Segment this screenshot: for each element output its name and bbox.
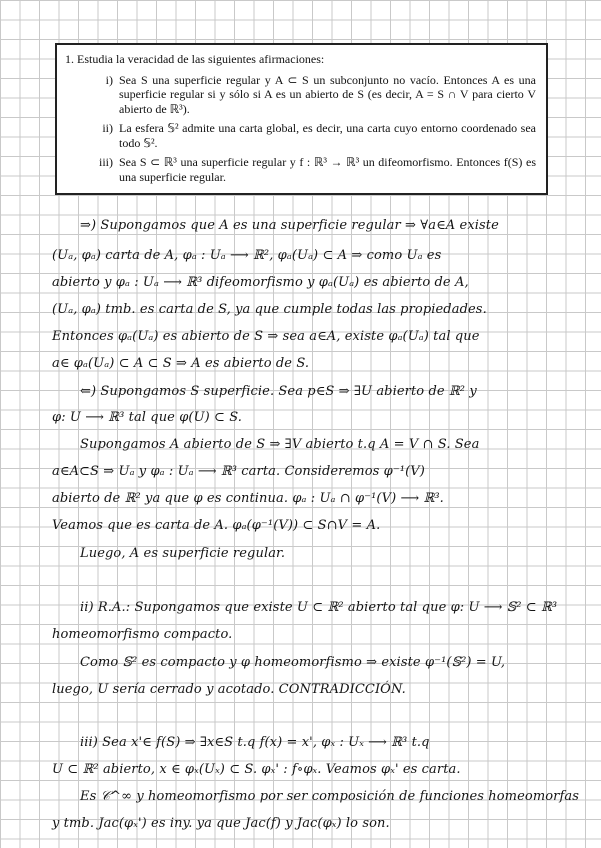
- item-text: La esfera 𝕊² admite una carta global, es decir, una carta cuyo entorno coordenado sea todo 𝕊².: [119, 121, 536, 150]
- handwritten-line: Luego, A es superficie regular.: [80, 546, 286, 561]
- problem-item-iii: [65, 155, 536, 184]
- handwritten-line: ii) R.A.: Supongamos que existe U ⊂ ℝ² abierto tal que φ: U ⟶ 𝕊² ⊂ ℝ³: [80, 600, 558, 615]
- handwritten-line: iii) Sea x'∈ f(S) ⇒ ∃x∈S t.q f(x) = x', φₓ : Uₓ ⟶ ℝ³ t.q: [80, 735, 430, 750]
- item-label: iii): [99, 155, 113, 169]
- handwritten-line: Como 𝕊² es compacto y φ homeomorfismo ⇒ existe φ⁻¹(𝕊²) = U,: [80, 655, 506, 670]
- handwritten-line: Supongamos A abierto de S ⇒ ∃V abierto t.q A = V ∩ S. Sea: [80, 437, 480, 452]
- problem-statement-box: [55, 43, 548, 195]
- item-text: Sea S una superficie regular y A ⊂ S un subconjunto no vacío. Entonces A es una superficie regular si y sólo si A es un abierto de S (es decir, A = S ∩ V para cierto V abierto de ℝ³).: [119, 72, 536, 116]
- problem-heading: [65, 52, 536, 67]
- item-text: Sea S ⊂ ℝ³ una superficie regular y f : ℝ³ → ℝ³ un difeomorfismo. Entonces f(S) es una superficie regular.: [119, 155, 536, 184]
- handwritten-line: ⇐) Supongamos S superficie. Sea p∈S ⇒ ∃U abierto de ℝ² y: [80, 384, 477, 399]
- handwritten-line: (Uₐ, φₐ) tmb. es carta de S, ya que cumple todas las propiedades.: [52, 302, 487, 317]
- handwritten-line: U ⊂ ℝ² abierto, x ∈ φₓ(Uₓ) ⊂ S. φₓ' : f∘φₓ. Veamos φₓ' es carta.: [52, 762, 461, 777]
- problem-item-i: [65, 73, 536, 117]
- handwritten-line: (Uₐ, φₐ) carta de A, φₐ : Uₐ ⟶ ℝ², φₐ(Uₐ) ⊂ A ⇒ como Uₐ es: [52, 248, 442, 263]
- handwritten-line: a∈ φₐ(Uₐ) ⊂ A ⊂ S ⇒ A es abierto de S.: [52, 356, 310, 371]
- handwritten-line: homeomorfismo compacto.: [52, 627, 233, 642]
- handwritten-line: ⇒) Supongamos que A es una superficie regular ⇒ ∀a∈A existe: [80, 218, 499, 233]
- problem-item-ii: [65, 121, 536, 150]
- handwritten-line: luego, U sería cerrado y acotado. CONTRADICCIÓN.: [52, 682, 406, 697]
- item-label: i): [105, 72, 113, 87]
- handwritten-line: a∈A⊂S ⇒ Uₐ y φₐ : Uₐ ⟶ ℝ³ carta. Consideremos φ⁻¹(V): [52, 464, 425, 479]
- handwritten-line: Es 𝒞^∞ y homeomorfismo por ser composición de funciones homeomorfas: [80, 789, 580, 804]
- handwritten-line: Entonces φₐ(Uₐ) es abierto de S ⇒ sea a∈A, existe φₐ(Uₐ) tal que: [52, 329, 480, 344]
- problem-heading-text: Estudia la veracidad de las siguientes afirmaciones:: [77, 52, 325, 66]
- item-label: ii): [102, 121, 113, 135]
- handwritten-line: abierto de ℝ² ya que φ es continua. φₐ : Uₐ ∩ φ⁻¹(V) ⟶ ℝ³.: [52, 491, 444, 506]
- handwritten-line: φ: U ⟶ ℝ³ tal que φ(U) ⊂ S.: [52, 410, 243, 425]
- handwritten-line: y tmb. Jac(φₓ') es iny. ya que Jac(f) y Jac(φₓ) lo son.: [52, 816, 390, 831]
- problem-number: 1.: [65, 52, 74, 66]
- handwritten-line: abierto y φₐ : Uₐ ⟶ ℝ³ difeomorfismo y φₐ(Uₐ) es abierto de A,: [52, 275, 469, 290]
- handwritten-line: Veamos que es carta de A. φₐ(φ⁻¹(V)) ⊂ S∩V = A.: [52, 518, 381, 533]
